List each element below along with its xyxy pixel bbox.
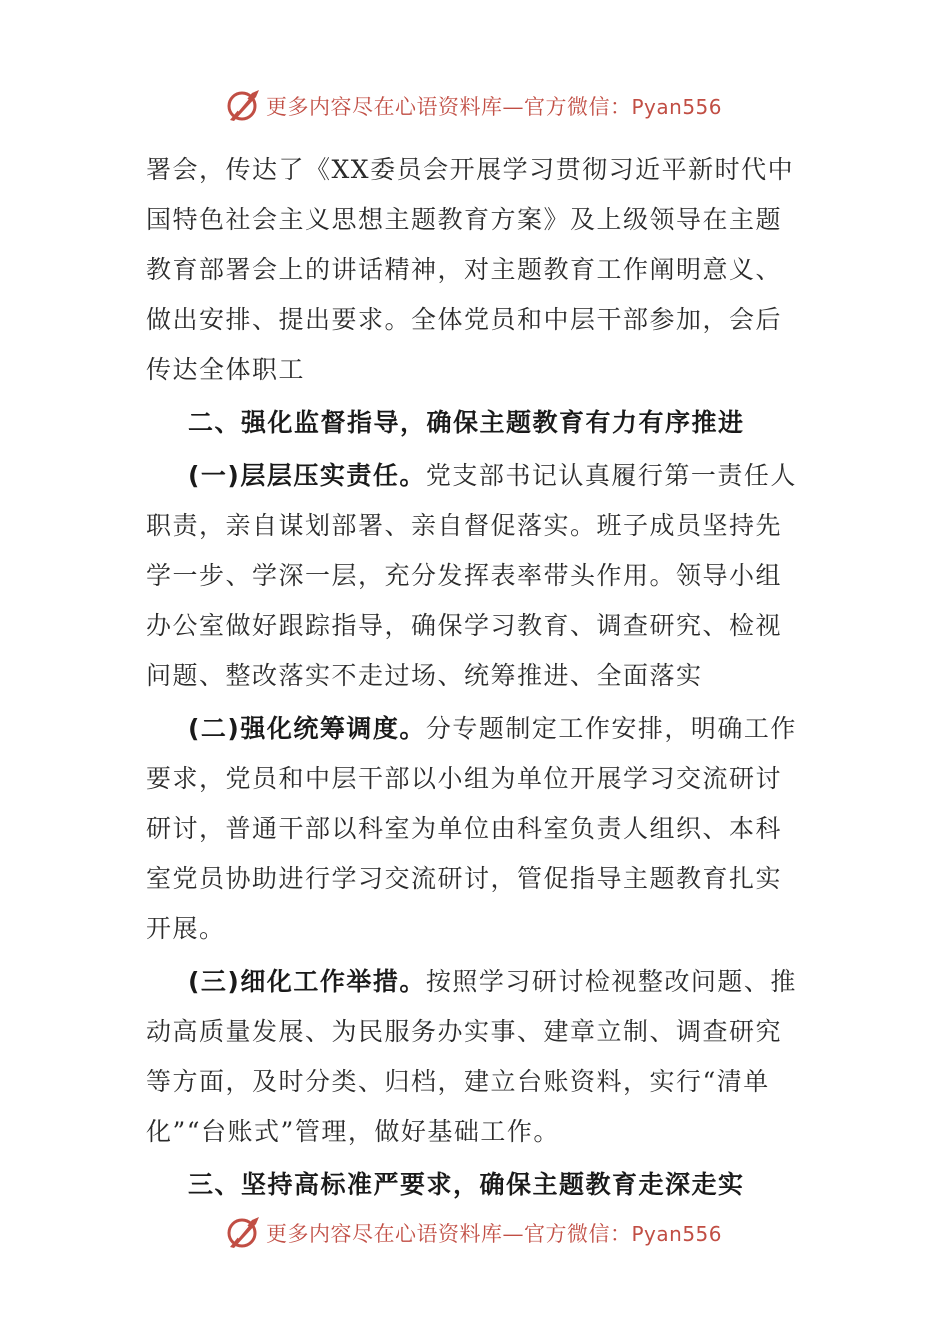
paragraph-continuation: 署会，传达了《XX委员会开展学习贯彻习近平新时代中国特色社会主义思想主题教育方案》及上级领导在主题教育部署会上的讲话精神，对主题教育工作阐明意义、做出安排、提出要求。全体党员和中层干部参加，会后传达全体职工 — [146, 155, 795, 384]
item-2-lead: (二)强化统筹调度。 — [188, 714, 426, 743]
wechat-id: Pyan556 — [631, 1222, 723, 1246]
document-body — [146, 145, 806, 1210]
section-heading-3: 三、坚持高标准严要求，确保主题教育走深走实 — [188, 1170, 745, 1199]
item-2-body: 分专题制定工作安排，明确工作要求，党员和中层干部以小组为单位开展学习交流研讨研讨，普通干部以科室为单位由科室负责人组织、本科室党员协助进行学习交流研讨，管促指导主题教育扎实开展。 — [146, 714, 797, 943]
item-1 — [146, 451, 806, 701]
item-3-lead: (三)细化工作举措。 — [188, 967, 426, 996]
watermark-banner-bottom — [0, 1210, 950, 1254]
quill-logo-icon — [224, 87, 264, 123]
section-heading-2: 二、强化监督指导，确保主题教育有力有序推进 — [188, 408, 745, 437]
wechat-id: Pyan556 — [631, 95, 723, 119]
item-3-body: 按照学习研讨检视整改问题、推动高质量发展、为民服务办实事、建章立制、调查研究等方面，及时分类、归档，建立台账资料，实行“清单化”“台账式”管理，做好基础工作。 — [146, 967, 797, 1146]
watermark-banner-top — [0, 83, 950, 127]
banner-text: 更多内容尽在心语资料库—官方微信：Pyan556 — [266, 1222, 723, 1246]
item-3 — [146, 957, 806, 1157]
banner-text: 更多内容尽在心语资料库—官方微信：Pyan556 — [266, 95, 723, 119]
item-2 — [146, 704, 806, 954]
item-1-body: 党支部书记认真履行第一责任人职责，亲自谋划部署、亲自督促落实。班子成员坚持先学一步、学深一层，充分发挥表率带头作用。领导小组办公室做好跟踪指导，确保学习教育、调查研究、检视问题、整改落实不走过场、统筹推进、全面落实 — [146, 461, 797, 690]
quill-logo-icon — [224, 1214, 264, 1250]
item-1-lead: (一)层层压实责任。 — [188, 461, 426, 490]
